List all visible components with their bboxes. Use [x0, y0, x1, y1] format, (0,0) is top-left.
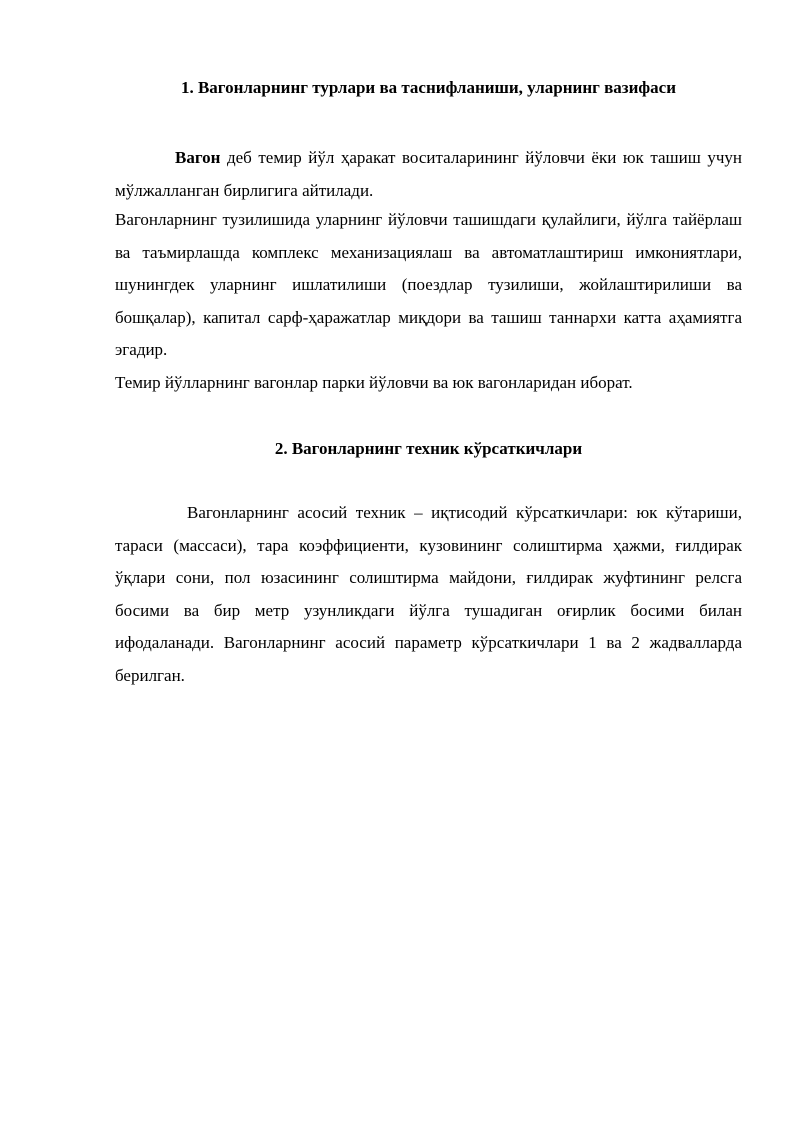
- section-1-paragraph-2: Вагонларнинг тузилишида уларнинг йўловчи ташишдаги қулайлиги, йўлга тайёрлаш ва таъмирлашда комплекс механизациялаш ва автоматлаштириш имкониятлари, шунингдек уларнинг ишлатилиши (поездлар тузилиши, жойлаштирилиши ва бошқалар), капитал сарф-ҳаражатлар миқдори ва ташиш таннархи катта аҳамиятга эгадир.: [115, 210, 742, 360]
- section-1-paragraph-3: Темир йўлларнинг вагонлар парки йўловчи ва юк вагонларидан иборат.: [115, 373, 633, 392]
- section-2-heading: 2. Вагонларнинг техник кўрсаткичлари: [274, 439, 583, 458]
- definition-text: деб темир йўл ҳаракат воситаларининг йўловчи ёки юк ташиш учун мўлжалланган бирлигига айтилади.: [115, 148, 742, 200]
- definition-term: Вагон: [175, 148, 221, 167]
- definition-paragraph: [115, 142, 742, 207]
- section-1-heading: 1. Вагонларнинг турлари ва таснифланиши, уларнинг вазифаси: [180, 78, 677, 97]
- section-2-paragraph-1: Вагонларнинг асосий техник – иқтисодий кўрсаткичлари: юк кўтариши, тараси (массаси), тара коэффициенти, кузовининг солиштирма ҳажми, ғилдирак ўқлари сони, пол юзасининг солиштирма майдони, ғилдирак жуфтининг релсга босими ва бир метр узунликдаги йўлга тушадиган оғирлик босими билан ифодаланади. Вагонларнинг асосий параметр кўрсаткичлари 1 ва 2 жадвалларда берилган.: [115, 503, 742, 685]
